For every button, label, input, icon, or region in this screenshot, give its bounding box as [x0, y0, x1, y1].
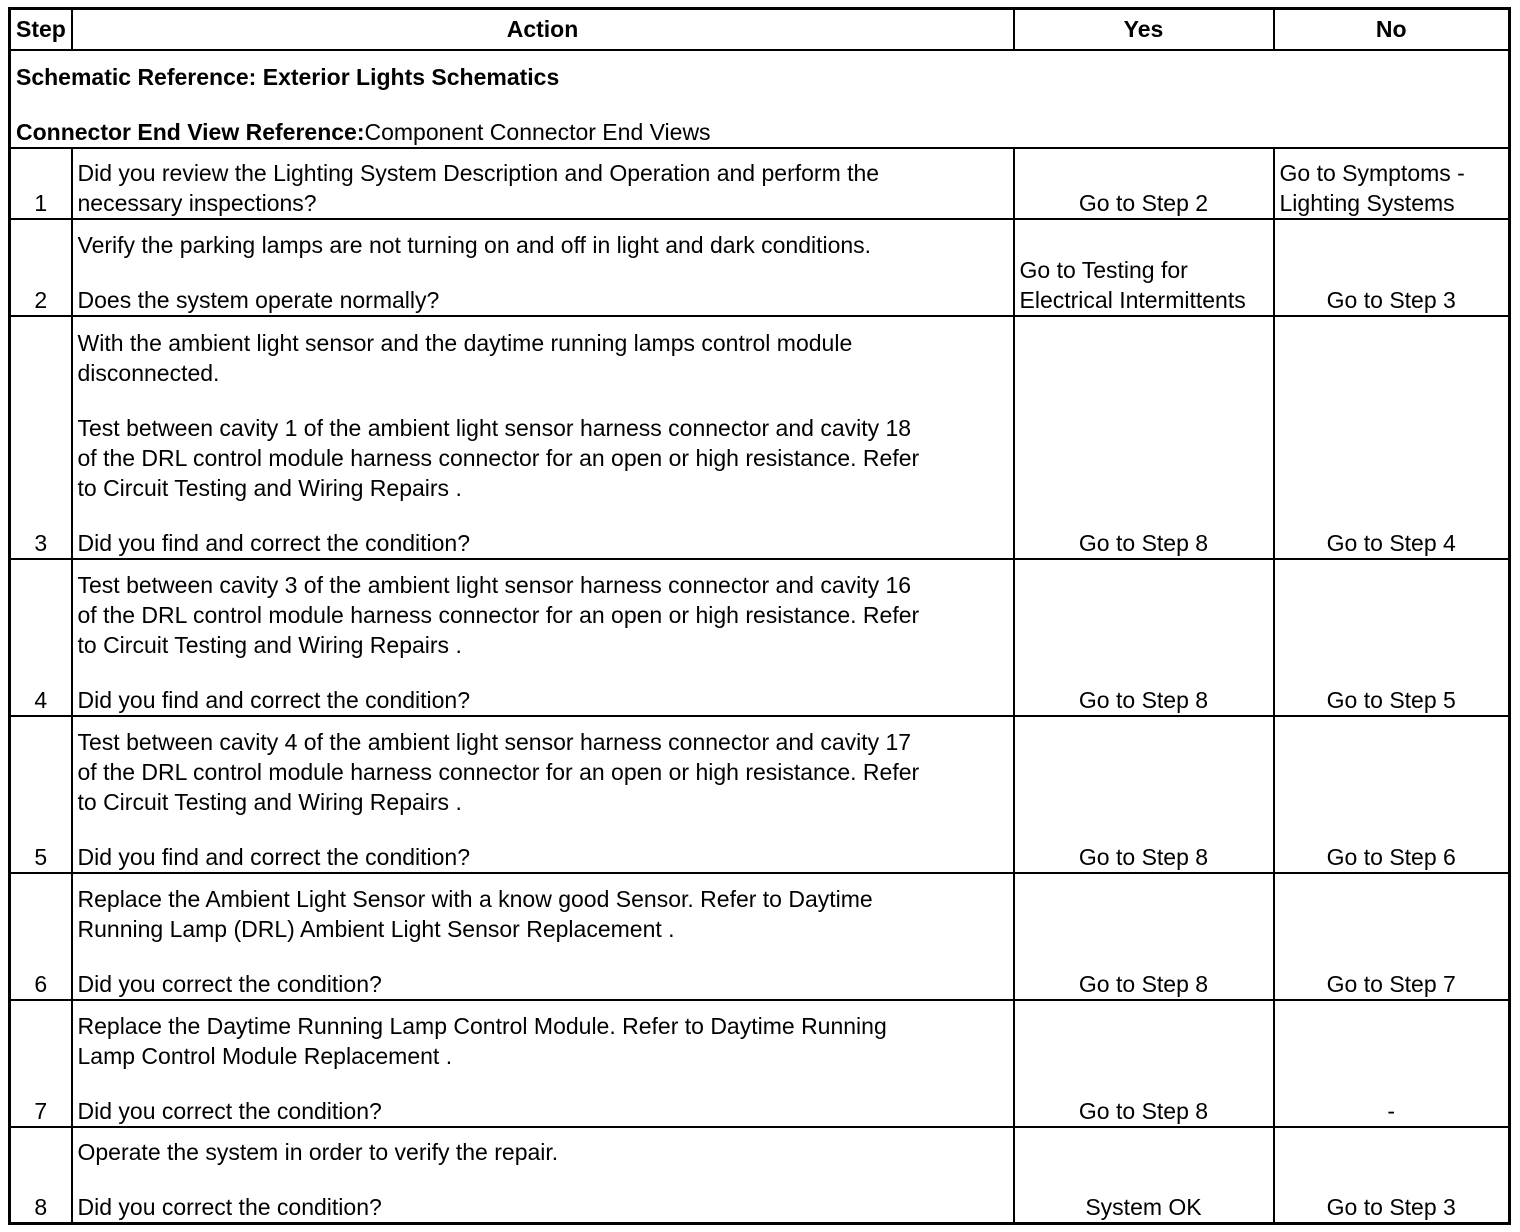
- table-row: [10, 219, 1510, 316]
- yes-cell: Go to Step 8: [1014, 716, 1274, 873]
- action-line: Test between cavity 3 of the ambient light sensor harness connector and cavity 16: [77, 571, 912, 598]
- step-number: 3: [10, 316, 72, 559]
- header-yes: Yes: [1014, 9, 1274, 50]
- header-action: Action: [72, 9, 1014, 50]
- no-line: Go to Symptoms -: [1279, 159, 1465, 186]
- step-number: 8: [10, 1127, 72, 1224]
- step-number: 5: [10, 716, 72, 873]
- yes-cell: Go to Step 2: [1014, 148, 1274, 219]
- no-line: Lighting Systems: [1279, 189, 1455, 216]
- action-cell: [72, 1000, 1014, 1127]
- action-line: Lamp Control Module Replacement .: [77, 1042, 453, 1069]
- step-number: 7: [10, 1000, 72, 1127]
- question-line: Does the system operate normally?: [77, 286, 440, 313]
- table-row: [10, 559, 1510, 716]
- action-line: to Circuit Testing and Wiring Repairs .: [77, 631, 462, 658]
- no-cell: Go to Step 5: [1274, 559, 1510, 716]
- action-line: of the DRL control module harness connector for an open or high resistance. Refer: [77, 601, 920, 628]
- action-cell: [72, 148, 1014, 219]
- yes-cell: Go to Step 8: [1014, 873, 1274, 1000]
- diagnostic-table: [8, 7, 1511, 1225]
- action-cell: [72, 219, 1014, 316]
- connector-reference-label: Connector End View Reference:: [16, 118, 365, 145]
- action-line: Test between cavity 1 of the ambient light sensor harness connector and cavity 18: [77, 414, 912, 441]
- action-cell: [72, 316, 1014, 559]
- question-line: Did you find and correct the condition?: [77, 529, 471, 556]
- yes-cell: System OK: [1014, 1127, 1274, 1224]
- yes-line: Electrical Intermittents: [1019, 286, 1246, 313]
- table-row: [10, 1127, 1510, 1224]
- action-line: of the DRL control module harness connector for an open or high resistance. Refer: [77, 758, 920, 785]
- question-line: Did you find and correct the condition?: [77, 843, 471, 870]
- schematic-reference: Schematic Reference: Exterior Lights Schematics: [16, 63, 560, 90]
- step-number: 6: [10, 873, 72, 1000]
- action-line: disconnected.: [77, 359, 220, 386]
- action-cell: [72, 559, 1014, 716]
- no-cell: [1274, 148, 1510, 219]
- no-cell: Go to Step 6: [1274, 716, 1510, 873]
- question-line: Did you correct the condition?: [77, 1097, 382, 1124]
- table-row: [10, 316, 1510, 559]
- no-cell: Go to Step 7: [1274, 873, 1510, 1000]
- action-line: Test between cavity 4 of the ambient light sensor harness connector and cavity 17: [77, 728, 912, 755]
- yes-cell: [1014, 219, 1274, 316]
- no-cell: -: [1274, 1000, 1510, 1127]
- action-line: to Circuit Testing and Wiring Repairs .: [77, 474, 462, 501]
- table-row: [10, 1000, 1510, 1127]
- step-number: 2: [10, 219, 72, 316]
- question-line: Did you find and correct the condition?: [77, 686, 471, 713]
- action-line: of the DRL control module harness connector for an open or high resistance. Refer: [77, 444, 920, 471]
- question-line: Did you correct the condition?: [77, 1194, 382, 1220]
- yes-cell: Go to Step 8: [1014, 559, 1274, 716]
- header-row: [10, 9, 1510, 50]
- yes-line: Go to Testing for: [1019, 256, 1188, 283]
- yes-cell: Go to Step 8: [1014, 1000, 1274, 1127]
- reference-cell: [10, 50, 1510, 148]
- table-row: [10, 716, 1510, 873]
- header-step: Step: [10, 9, 72, 50]
- action-line: Verify the parking lamps are not turning on and off in light and dark conditions.: [77, 231, 872, 258]
- action-line: Running Lamp (DRL) Ambient Light Sensor Replacement .: [77, 915, 675, 942]
- action-line: Did you review the Lighting System Description and Operation and perform the: [77, 159, 880, 186]
- action-line: With the ambient light sensor and the daytime running lamps control module: [77, 329, 853, 356]
- connector-reference-value: Component Connector End Views: [364, 118, 711, 145]
- table-row: [10, 873, 1510, 1000]
- action-line: Operate the system in order to verify the repair.: [77, 1139, 559, 1165]
- action-cell: [72, 873, 1014, 1000]
- no-cell: Go to Step 4: [1274, 316, 1510, 559]
- action-line: necessary inspections?: [77, 189, 317, 216]
- yes-cell: Go to Step 8: [1014, 316, 1274, 559]
- action-cell: [72, 716, 1014, 873]
- header-no: No: [1274, 9, 1510, 50]
- step-number: 1: [10, 148, 72, 219]
- no-cell: Go to Step 3: [1274, 219, 1510, 316]
- action-line: Replace the Daytime Running Lamp Control Module. Refer to Daytime Running: [77, 1012, 887, 1039]
- question-line: Did you correct the condition?: [77, 970, 382, 997]
- reference-row: [10, 50, 1510, 148]
- action-line: Replace the Ambient Light Sensor with a know good Sensor. Refer to Daytime: [77, 885, 873, 912]
- table-row: [10, 148, 1510, 219]
- no-cell: Go to Step 3: [1274, 1127, 1510, 1224]
- step-number: 4: [10, 559, 72, 716]
- action-cell: [72, 1127, 1014, 1224]
- action-line: to Circuit Testing and Wiring Repairs .: [77, 788, 462, 815]
